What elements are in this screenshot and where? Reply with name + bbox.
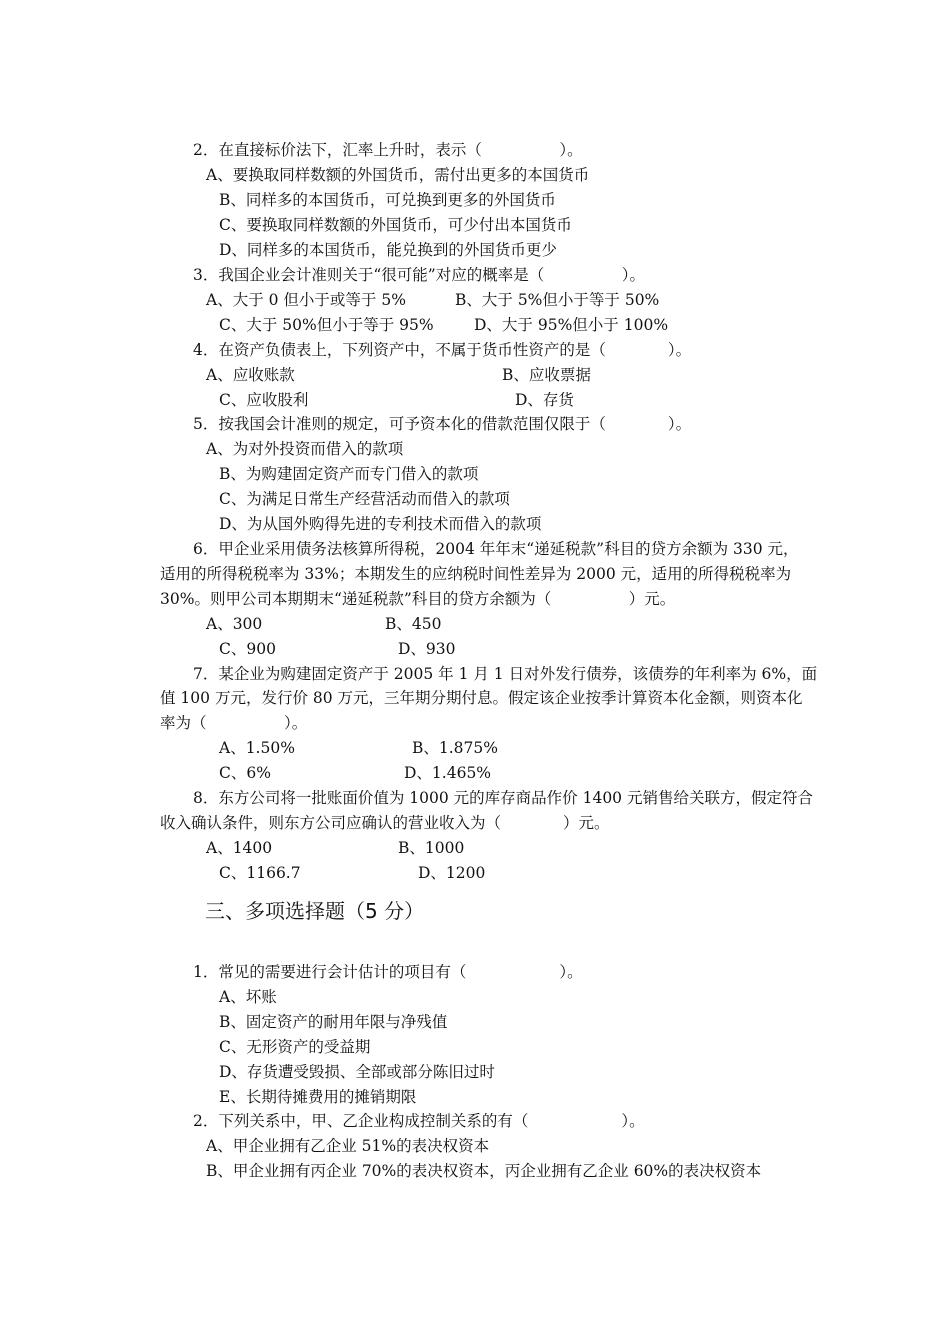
multi-question-1-option-b: B、固定资产的耐用年限与净残值: [219, 1013, 448, 1031]
question-8-option-d: D、1200: [418, 864, 486, 882]
multi-question-1-option-c: C、无形资产的受益期: [219, 1038, 371, 1056]
question-8-option-b: B、1000: [398, 839, 465, 857]
question-2-stem: 2．在直接标价法下，汇率上升时，表示（ ）。: [193, 141, 583, 159]
question-8-option-c: C、1166.7: [219, 864, 301, 882]
question-6-option-d: D、930: [398, 640, 456, 658]
multi-question-2-option-b: B、甲企业拥有丙企业 70%的表决权资本，丙企业拥有乙企业 60%的表决权资本: [206, 1162, 762, 1180]
question-2-option-c: C、要换取同样数额的外国货币，可少付出本国货币: [219, 216, 572, 234]
question-8-option-a: A、1400: [206, 839, 273, 857]
question-7-option-b: B、1.875%: [412, 739, 498, 757]
question-6-stem-line-1: 6．甲企业采用债务法核算所得税，2004 年年末“递延税款”科目的贷方余额为 330 元，: [193, 540, 799, 558]
question-2-option-d: D、同样多的本国货币，能兑换到的外国货币更少: [219, 241, 557, 259]
question-7-option-c: C、6%: [219, 764, 271, 782]
question-6-option-c: C、900: [219, 640, 276, 658]
question-4-option-a: A、应收账款: [206, 366, 295, 384]
question-2-option-a: A、要换取同样数额的外国货币，需付出更多的本国货币: [206, 166, 590, 184]
question-3-option-d: D、大于 95%但小于 100%: [474, 316, 669, 334]
multi-question-1-option-e: E、长期待摊费用的摊销期限: [219, 1088, 417, 1106]
question-2-option-b: B、同样多的本国货币，可兑换到更多的外国货币: [219, 191, 556, 209]
question-7-option-d: D、1.465%: [404, 764, 492, 782]
question-6-option-b: B、450: [385, 615, 442, 633]
multi-question-2-stem: 2．下列关系中，甲、乙企业构成控制关系的有（ ）。: [193, 1112, 645, 1130]
question-3-option-c: C、大于 50%但小于等于 95%: [219, 316, 434, 334]
multi-question-1-option-a: A、坏账: [219, 988, 277, 1006]
question-8-stem-line-1: 8．东方公司将一批账面价值为 1000 元的库存商品作价 1400 元销售给关联方，假定符合: [193, 789, 813, 807]
question-7-stem-line-1: 7．某企业为购建固定资产于 2005 年 1 月 1 日对外发行债券，该债券的年利率为 6%，面: [193, 665, 818, 683]
question-5-option-b: B、为购建固定资产而专门借入的款项: [219, 465, 479, 483]
question-3-option-a: A、大于 0 但小于或等于 5%: [206, 291, 406, 309]
question-4-option-d: D、存货: [515, 391, 574, 409]
question-6-option-a: A、300: [206, 615, 263, 633]
question-6-stem-line-3: 30%。则甲公司本期期末“递延税款”科目的贷方余额为（ ）元。: [160, 590, 676, 608]
question-7-stem-line-3: 率为（ ）。: [160, 714, 308, 732]
question-6-stem-line-2: 适用的所得税税率为 33%；本期发生的应纳税时间性差异为 2000 元，适用的所得税税率为: [160, 565, 792, 583]
question-3-option-b: B、大于 5%但小于等于 50%: [455, 291, 660, 309]
question-7-option-a: A、1.50%: [219, 739, 295, 757]
section-heading: 三、多项选择题（5 分）: [205, 899, 425, 923]
question-5-stem: 5．按我国会计准则的规定，可予资本化的借款范围仅限于（ ）。: [193, 415, 692, 433]
question-5-option-d: D、为从国外购得先进的专利技术而借入的款项: [219, 515, 542, 533]
question-8-stem-line-2: 收入确认条件，则东方公司应确认的营业收入为（ ）元。: [160, 814, 610, 832]
question-4-option-c: C、应收股利: [219, 391, 309, 409]
question-4-option-b: B、应收票据: [502, 366, 591, 384]
question-5-option-a: A、为对外投资而借入的款项: [206, 440, 404, 458]
question-5-option-c: C、为满足日常生产经营活动而借入的款项: [219, 490, 510, 508]
multi-question-1-stem: 1．常见的需要进行会计估计的项目有（ ）。: [193, 963, 583, 981]
multi-question-2-option-a: A、甲企业拥有乙企业 51%的表决权资本: [206, 1137, 490, 1155]
question-3-stem: 3．我国企业会计准则关于“很可能”对应的概率是（ ）。: [193, 266, 645, 284]
question-7-stem-line-2: 值 100 万元，发行价 80 万元，三年期分期付息。假定该企业按季计算资本化金额，则资本化: [160, 689, 803, 707]
question-4-stem: 4．在资产负债表上，下列资产中，不属于货币性资产的是（ ）。: [193, 341, 692, 359]
multi-question-1-option-d: D、存货遭受毁损、全部或部分陈旧过时: [219, 1063, 495, 1081]
